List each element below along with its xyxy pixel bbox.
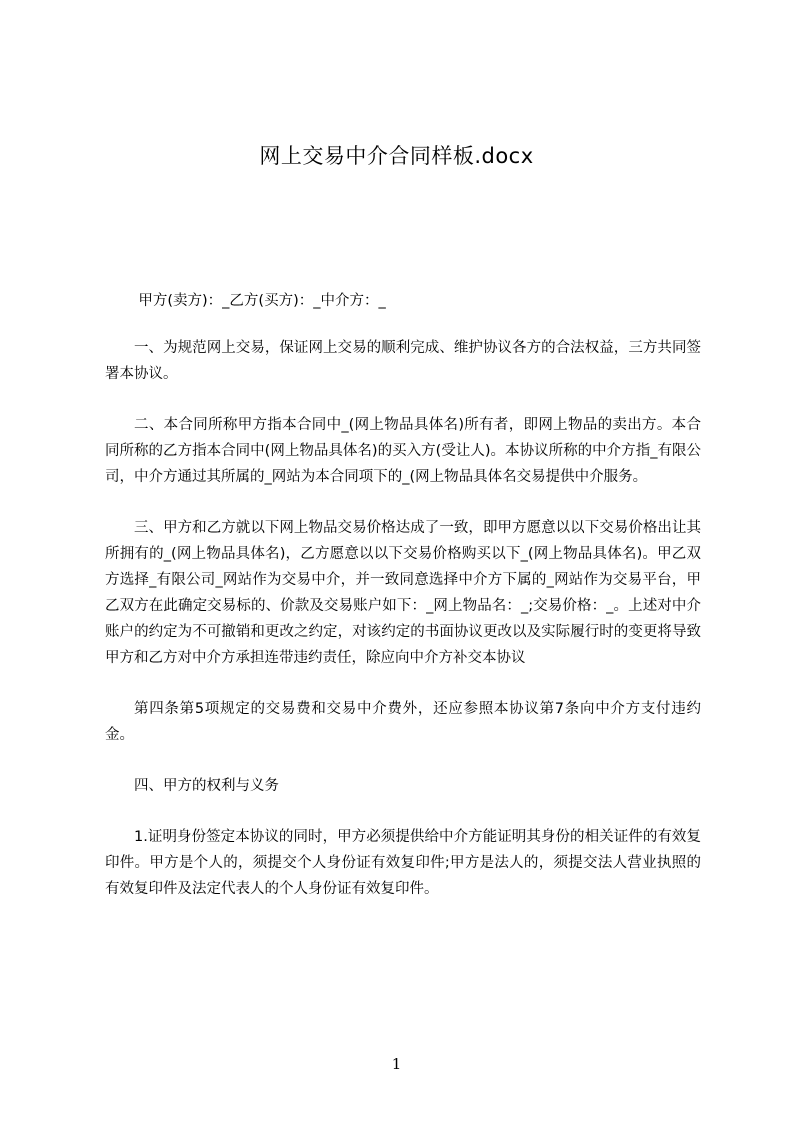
document-title: 网上交易中介合同样板.docx [259,144,534,168]
section-heading-party-a-rights: 四、甲方的权利与义务 [134,778,279,794]
paragraph-clause-3: 三、甲方和乙方就以下网上物品交易价格达成了一致，即甲方愿意以以下交易价格出让其所拥有的_(网上物品具体名)，乙方愿意以以下交易价格购买以下_(网上物品具体名)。甲乙双方选择_有限公司_网站作为交易中介，并一致同意选择中介方下属的_网站作为交易平台，甲乙双方在此确定交易标的、价款及交易账户如下：_网上物品名：_;交易价格：_。上述对中介账户的约定为不可撤销和更改之约定，对该约定的书面协议更改以及实际履行时的变更将导致甲方和乙方对中介方承担连带违约责任，除应向中介方补交本协议 [105,520,701,666]
paragraph-clause-1: 一、为规范网上交易，保证网上交易的顺利完成、维护协议各方的合法权益，三方共同签署本协议。 [105,340,701,382]
paragraph-article-4-fees: 第四条第5项规定的交易费和交易中介费外，还应参照本协议第7条向中介方支付违约金。 [105,701,701,743]
paragraph-identity-proof: 1.证明身份签定本协议的同时，甲方必须提供给中介方能证明其身份的相关证件的有效复印件。甲方是个人的，须提交个人身份证有效复印件;甲方是法人的，须提交法人营业执照的有效复印件及法定代表人的个人身份证有效复印件。 [105,829,701,897]
page-number: 1 [391,1055,402,1073]
document-body [105,288,701,927]
paragraph-clause-2: 二、本合同所称甲方指本合同中_(网上物品具体名)所有者，即网上物品的卖出方。本合同所称的乙方指本合同中(网上物品具体名)的买入方(受让人)。本协议所称的中介方指_有限公司，中介方通过其所属的_网站为本合同项下的_(网上物品具体名交易提供中介服务。 [105,417,701,485]
parties-line: 甲方(卖方)：_乙方(买方)：_中介方：_ [138,293,386,309]
